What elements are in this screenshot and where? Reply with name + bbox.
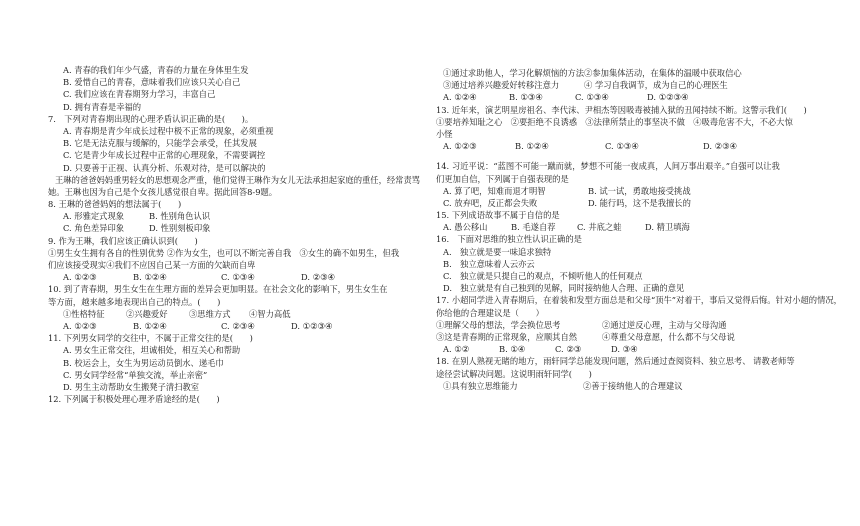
q6-option-b: B. 爱惜自己的青春，意味着我们应该只关心自己 xyxy=(63,77,241,88)
q17-items-row-2 xyxy=(436,331,816,343)
q9-options xyxy=(48,271,422,283)
q14-options-row-1 xyxy=(436,185,816,197)
q12-option-a: A. ①②④ xyxy=(443,92,477,103)
q14-stem-1: 14. 习近平说：“蓝图不可能一蹴而就，梦想不可能一夜成真，人间万事出艰辛。”自强可以让我 xyxy=(436,161,780,172)
q8-option-c: C. 角色差异印象 xyxy=(63,223,125,234)
q12-option-c: C. ①③④ xyxy=(575,92,609,103)
q11-option-d: D. 男生主动帮助女生搬凳子清扫教室 xyxy=(63,381,200,392)
q10-items xyxy=(48,308,422,320)
q8-options-row-2 xyxy=(48,222,422,234)
q7-option-b: B. 它是无法克服与缓解的，只能学会承受，任其发展 xyxy=(63,138,257,149)
q10-option-b: B. ①②④ xyxy=(133,320,167,331)
q6-option-c: C. 我们应该在青春期努力学习，丰富自己 xyxy=(63,89,216,100)
q15-option-c: C. 井底之蛙 xyxy=(577,222,622,233)
q12-stem: 12. 下列属于积极处理心理矛盾途经的是( ) xyxy=(48,394,220,405)
q17-item-1: ①理解父母的想法，学会换位思考 xyxy=(436,319,561,330)
q8-stem: 8. 王琳的爸爸妈妈的想法属于( ) xyxy=(48,199,182,210)
q17-stem-2: 你给他的合理建议是（ ） xyxy=(436,307,544,318)
q10-option-d: D. ①②③④ xyxy=(291,320,333,331)
q13-option-c: C. ①③④ xyxy=(605,141,639,152)
q17-option-a: A. ①② xyxy=(443,344,470,355)
q13-option-b: B. ①②④ xyxy=(515,141,549,152)
q17-options xyxy=(436,343,816,355)
q9-body-2: 们应该接受现实④我们不应因自己某一方面的欠缺而自卑 xyxy=(48,260,256,270)
q18-stem-2: 途径尝试解决问题。这说明雨轩同学( ) xyxy=(436,368,592,379)
q12-items-1: ①通过求助他人，学习化解烦恼的方法②参加集体活动，在集体的温暖中获取信心 xyxy=(443,68,742,78)
passage-line-2: 她。王琳也因为自己是个女孩儿感觉很自卑。据此回答8-9题。 xyxy=(48,186,278,197)
q11-option-a: A. 男女生正常交往，坦诚相处，相互关心和帮助 xyxy=(63,345,241,356)
q17-items-row-1 xyxy=(436,319,816,331)
spacer xyxy=(436,152,816,160)
q14-options-row-2 xyxy=(436,197,816,209)
q9-option-a: A. ①②③ xyxy=(63,272,97,283)
q11-option-b: B. 校运会上，女生为男运动员倒水、递毛巾 xyxy=(63,357,224,368)
q18-stem-1: 18. 在别人熟视无睹的地方，雨轩同学总能发现问题，然后通过查阅资料、独立思考、 请教老师等 xyxy=(436,356,795,367)
q17-option-c: C. ②③ xyxy=(555,344,582,355)
q16-option-c: C. 独立就是只提自己的观点，不倾听他人的任何观点 xyxy=(443,271,643,281)
q17-item-3: ③这是青春期的正常现象，应顺其自然 xyxy=(436,331,578,342)
q9-option-d: D. ②③④ xyxy=(301,272,335,283)
q14-option-d: D. 能行吗，这不是我擅长的 xyxy=(588,197,691,208)
q13-options xyxy=(436,140,816,152)
q17-item-4: ④尊重父母意愿，什么都不与父母说 xyxy=(602,331,735,342)
right-column xyxy=(436,67,842,392)
q15-option-d: D. 精卫填海 xyxy=(645,222,690,233)
q15-option-b: B. 毛遂自荐 xyxy=(511,222,556,233)
q15-options xyxy=(436,221,816,233)
q12-items-2: ③通过培养兴趣爱好转移注意力 ④ 学习自我调节，成为自己的心理医生 xyxy=(443,80,728,91)
q14-option-a: A. 算了吧，知难而退才明智 xyxy=(443,185,546,196)
q8-options-row-1 xyxy=(48,210,422,222)
q16-option-b: B. 独立意味着人云亦云 xyxy=(443,258,535,269)
q7-stem: 7. 下列对青春期出现的心理矛盾认识正确的是( )。 xyxy=(48,113,254,124)
q12-option-b: B. ①③④ xyxy=(509,92,543,103)
q18-item-2: ②善于接纳他人的合理建议 xyxy=(583,380,683,391)
q10-stem-2: 等方面，越来越多地表现出自己的特点。( ) xyxy=(48,296,221,307)
q8-option-a: A. 形雅定式现象 xyxy=(63,211,125,222)
q18-item-1: ①具有独立思维能力 xyxy=(443,380,518,391)
q9-option-c: C. ①③④ xyxy=(221,272,255,283)
q18-items xyxy=(436,380,816,392)
q9-stem: 9. 作为王琳，我们应该正确认识到( ) xyxy=(48,235,198,246)
q10-stem-1: 10. 到了青春期，男生女生在生理方面的差异会更加明显。在社会文化的影响下，男生女生在 xyxy=(48,284,388,295)
q16-option-d: D. 独立就是有自己独到的见解，同时接纳他人合理、正确的意见 xyxy=(443,283,685,294)
passage-line-1: 王琳的爸爸妈妈重男轻女的思想观念严重，他们觉得王琳作为女儿无法承担起家庭的重任，经常责骂 xyxy=(55,174,421,185)
q10-item-4: ④智力高低 xyxy=(249,308,291,319)
q11-option-c: C. 男女同学经常“单独交流，举止亲密” xyxy=(63,369,208,380)
q11-stem: 11. 下列男女同学的交往中，不属于正常交往的是( ) xyxy=(48,333,253,344)
q7-option-a: A. 青春期是青少年成长过程中极不正常的现象，必须重视 xyxy=(63,125,274,136)
q17-item-2: ②通过逆反心理，主动与父母沟通 xyxy=(602,319,727,330)
q6-option-a: A. 青春的我们年少气盛，青春的力量在身体里生发 xyxy=(63,65,249,75)
q14-option-b: B. 试一试，勇敢地接受挑战 xyxy=(588,185,691,196)
q10-option-c: C. ②③④ xyxy=(221,320,255,331)
q10-item-3: ③思维方式 xyxy=(189,308,231,319)
q14-stem-2: 们更加自信，下列属于自强表现的是 xyxy=(436,173,569,184)
left-column xyxy=(48,64,422,405)
q9-option-b: B. ①②④ xyxy=(133,272,167,283)
q16-option-a: A. 独立就是要一味追求独特 xyxy=(443,246,552,257)
q13-stem: 13. 近年来，演艺明星房祖名、李代沫、尹相杰等因吸毒被捕入狱的丑闻持续不断。这警示我们( ) xyxy=(436,104,807,115)
q14-option-c: C. 放弃吧，反正都会失败 xyxy=(443,197,538,208)
q10-option-a: A. ①②③ xyxy=(63,320,97,331)
q13-body-1: ①要培养知耻之心 ②要拒绝不良诱惑 ③法律所禁止的事坚决不做 ④吸毒危害不大，不必大惊 xyxy=(436,116,793,127)
q17-option-b: B. ①④ xyxy=(499,344,526,355)
q10-item-2: ②兴趣爱好 xyxy=(126,308,168,319)
q12-option-d: D. ①②③④ xyxy=(647,92,689,103)
q16-stem: 16. 下面对思维的独立性认识正确的是 xyxy=(436,234,582,245)
q13-body-2: 小怪 xyxy=(436,128,453,139)
q15-stem: 15. 下列成语故事不属于自信的是 xyxy=(436,210,560,221)
q13-option-a: A. ①②③ xyxy=(443,141,477,152)
q8-option-b: B. 性别角色认识 xyxy=(149,211,211,222)
q9-body-1: ①男生女生拥有各自的性别优势 ②作为女生，也可以不断完善自我 ③女生的确不如男生，但我 xyxy=(48,247,400,258)
q7-option-d: D. 只要善于正视、认真分析、乐观对待，是可以解决的 xyxy=(63,162,266,173)
q12-options xyxy=(436,91,816,103)
q6-option-d: D. 拥有青春是幸福的 xyxy=(63,101,142,112)
q8-option-d: D. 性别刻板印象 xyxy=(149,223,211,234)
q10-item-1: ①性格特征 xyxy=(63,308,105,319)
q7-option-c: C. 它是青少年成长过程中正常的心理现象，不需要调控 xyxy=(63,150,266,161)
q10-options xyxy=(48,320,422,332)
q17-option-d: D. ③④ xyxy=(611,344,638,355)
q15-option-a: A. 愚公移山 xyxy=(443,222,488,233)
q17-stem-1: 17. 小超同学进入青春期后，在着装和发型方面总是和父母“顶牛”对着干，事后又觉得后悔。针对小超的情况， xyxy=(436,295,842,306)
q13-option-d: D. ②③④ xyxy=(703,141,737,152)
